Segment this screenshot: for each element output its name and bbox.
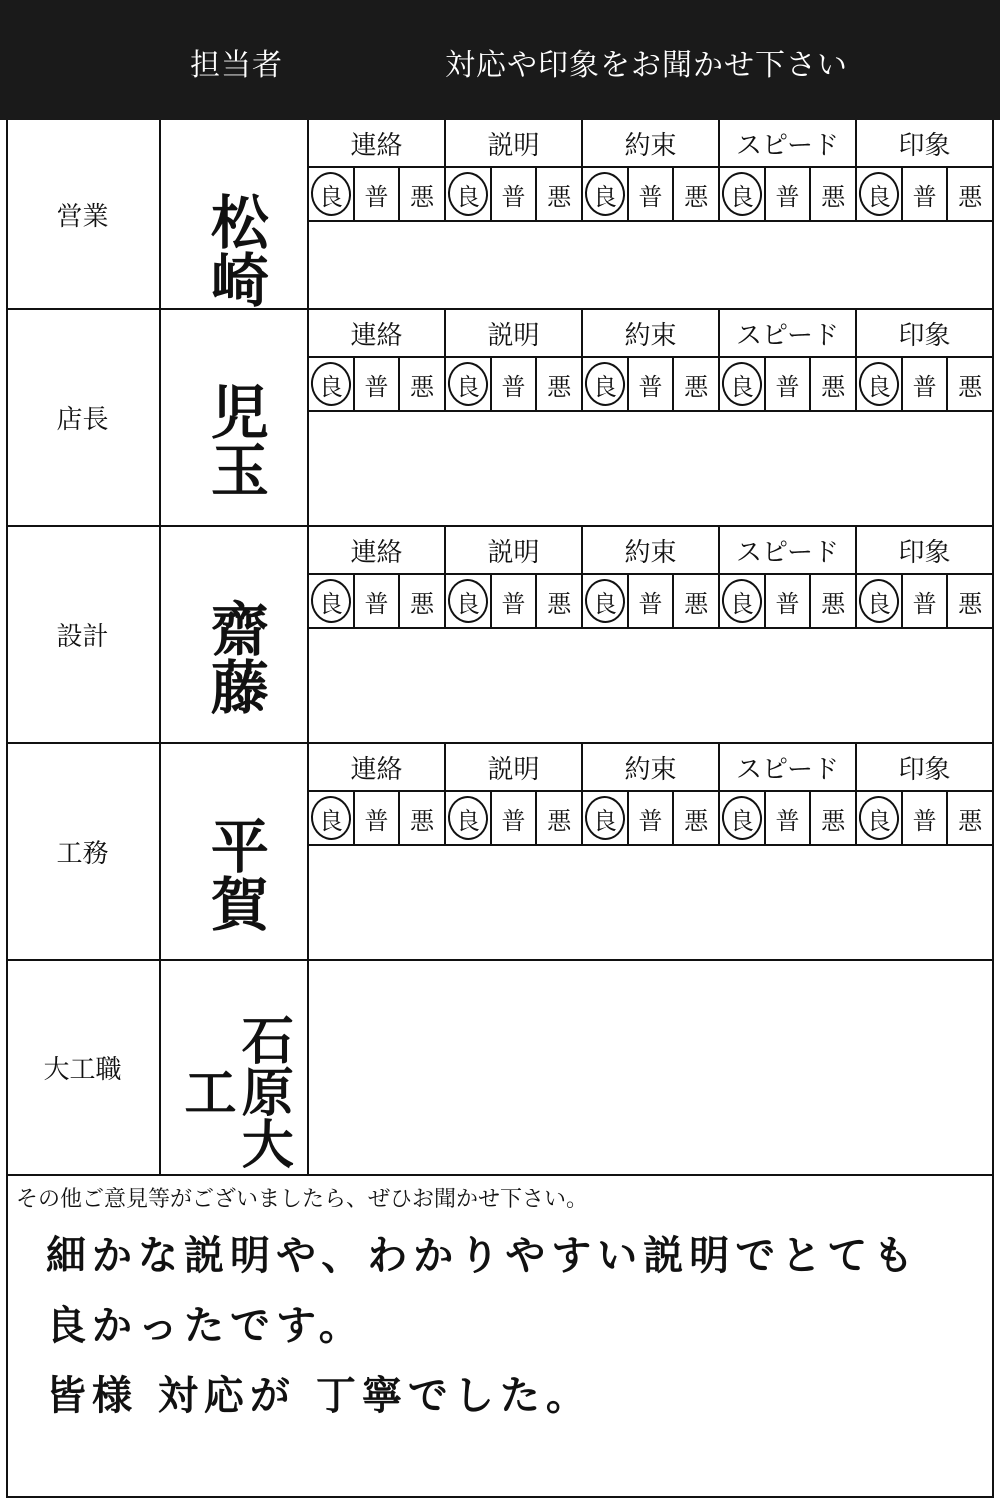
rating-average[interactable]: 普 (355, 575, 401, 627)
rating-good-circled[interactable]: 良 (720, 792, 766, 844)
staff-name-cell (161, 310, 309, 525)
category-label: 連絡 (309, 744, 446, 790)
handwritten-staff-name: 松崎 (200, 192, 269, 308)
category-label: スピード (720, 310, 857, 356)
rating-good-circled[interactable]: 良 (583, 792, 629, 844)
rating-average[interactable]: 普 (629, 792, 675, 844)
rating-bad[interactable]: 悪 (400, 358, 446, 410)
rating-good-circled[interactable]: 良 (583, 575, 629, 627)
rating-bad[interactable]: 悪 (958, 182, 983, 211)
category-label: 印象 (898, 320, 951, 351)
rating-average[interactable]: 普 (903, 358, 949, 410)
rating-bad[interactable]: 悪 (674, 358, 720, 410)
rating-good-circled[interactable]: 良 (309, 575, 355, 627)
rating-average[interactable]: 普 (492, 575, 538, 627)
rating-bad[interactable]: 悪 (537, 792, 583, 844)
rating-average[interactable]: 普 (766, 792, 812, 844)
rating-bad[interactable]: 悪 (674, 168, 720, 220)
rating-bad[interactable]: 悪 (958, 806, 983, 835)
handwritten-comment-line: 良かったです。 (46, 1302, 365, 1349)
category-label: 連絡 (309, 527, 446, 573)
rating-bad[interactable]: 悪 (674, 792, 720, 844)
rating-good-circled[interactable]: 良 (857, 575, 903, 627)
category-label: スピード (720, 527, 857, 573)
handwritten-staff-name: 児玉 (200, 382, 269, 498)
handwritten-staff-name: 平賀 (200, 816, 269, 932)
rating-bad[interactable]: 悪 (958, 589, 983, 618)
category-label: 連絡 (309, 310, 446, 356)
staff-name-cell (161, 961, 309, 1174)
rating-good-circled[interactable]: 良 (446, 358, 492, 410)
handwritten-comment-line: 細かな説明や、わかりやすい説明でとても (46, 1232, 920, 1279)
role-label: 店長 (6, 310, 161, 525)
rating-average[interactable]: 普 (492, 358, 538, 410)
staff-row (6, 310, 994, 527)
rating-good-circled[interactable]: 良 (446, 168, 492, 220)
rating-good-circled[interactable]: 良 (857, 792, 903, 844)
rating-bad[interactable]: 悪 (811, 168, 857, 220)
rating-bad[interactable]: 悪 (811, 575, 857, 627)
rating-average[interactable]: 普 (355, 358, 401, 410)
rating-bad[interactable]: 悪 (958, 372, 983, 401)
rating-bad[interactable]: 悪 (537, 358, 583, 410)
rating-average[interactable]: 普 (629, 575, 675, 627)
category-label: 説明 (446, 310, 583, 356)
rating-bad[interactable]: 悪 (400, 792, 446, 844)
category-label: 約束 (583, 120, 720, 166)
rating-average[interactable]: 普 (492, 792, 538, 844)
rating-bad[interactable]: 悪 (811, 358, 857, 410)
impression-column-header: 対応や印象をお聞かせ下さい (445, 48, 848, 83)
rating-average[interactable]: 普 (629, 168, 675, 220)
staff-name-cell (161, 744, 309, 959)
handwritten-staff-name: 石原大工 (175, 1013, 294, 1169)
category-label: スピード (720, 744, 857, 790)
rating-good-circled[interactable]: 良 (583, 358, 629, 410)
role-label: 工務 (6, 744, 161, 959)
rating-bad[interactable]: 悪 (400, 168, 446, 220)
rating-good-circled[interactable]: 良 (446, 575, 492, 627)
rating-average[interactable]: 普 (629, 358, 675, 410)
rating-average[interactable]: 普 (903, 792, 949, 844)
category-label: 連絡 (309, 120, 446, 166)
category-label: 説明 (446, 120, 583, 166)
rating-grid (309, 527, 992, 629)
rating-average[interactable]: 普 (355, 792, 401, 844)
staff-row (6, 527, 994, 744)
category-label: 印象 (898, 537, 951, 568)
rating-average[interactable]: 普 (903, 168, 949, 220)
staff-row (6, 120, 994, 310)
role-label: 大工職 (6, 961, 161, 1174)
rating-grid (309, 120, 992, 222)
rating-average[interactable]: 普 (355, 168, 401, 220)
rating-good-circled[interactable]: 良 (720, 575, 766, 627)
staff-name-cell (161, 527, 309, 742)
rating-grid (309, 744, 992, 846)
staff-name-cell (161, 120, 309, 308)
rating-good-circled[interactable]: 良 (446, 792, 492, 844)
category-label: 説明 (446, 527, 583, 573)
rating-bad[interactable]: 悪 (400, 575, 446, 627)
rating-grid (309, 310, 992, 412)
rating-bad[interactable]: 悪 (811, 792, 857, 844)
handwritten-comment-line: 皆様 対応が 丁寧でした。 (46, 1372, 592, 1419)
rating-good-circled[interactable]: 良 (309, 358, 355, 410)
category-label: 印象 (898, 754, 951, 785)
category-label: 約束 (583, 310, 720, 356)
rating-average[interactable]: 普 (766, 575, 812, 627)
rating-good-circled[interactable]: 良 (720, 168, 766, 220)
category-label: 約束 (583, 744, 720, 790)
rating-good-circled[interactable]: 良 (720, 358, 766, 410)
comment-prompt: その他ご意見等がございましたら、ぜひお聞かせ下さい。 (16, 1187, 589, 1212)
category-label: 印象 (898, 130, 951, 161)
rating-good-circled[interactable]: 良 (857, 358, 903, 410)
staff-row (6, 961, 994, 1176)
category-label: 約束 (583, 527, 720, 573)
person-column-header: 担当者 (190, 48, 283, 83)
rating-good-circled[interactable]: 良 (583, 168, 629, 220)
role-label: 営業 (6, 120, 161, 308)
category-label: 説明 (446, 744, 583, 790)
handwritten-staff-name: 齋藤 (200, 599, 269, 715)
rating-good-circled[interactable]: 良 (309, 168, 355, 220)
rating-average[interactable]: 普 (766, 168, 812, 220)
rating-bad[interactable]: 悪 (537, 575, 583, 627)
rating-good-circled[interactable]: 良 (857, 168, 903, 220)
rating-average[interactable]: 普 (492, 168, 538, 220)
form-header (0, 0, 1000, 120)
rating-good-circled[interactable]: 良 (309, 792, 355, 844)
rating-average[interactable]: 普 (766, 358, 812, 410)
rating-bad[interactable]: 悪 (537, 168, 583, 220)
category-label: スピード (720, 120, 857, 166)
rating-bad[interactable]: 悪 (674, 575, 720, 627)
staff-row (6, 744, 994, 961)
role-label: 設計 (6, 527, 161, 742)
comment-box[interactable] (6, 1176, 994, 1498)
rating-average[interactable]: 普 (903, 575, 949, 627)
